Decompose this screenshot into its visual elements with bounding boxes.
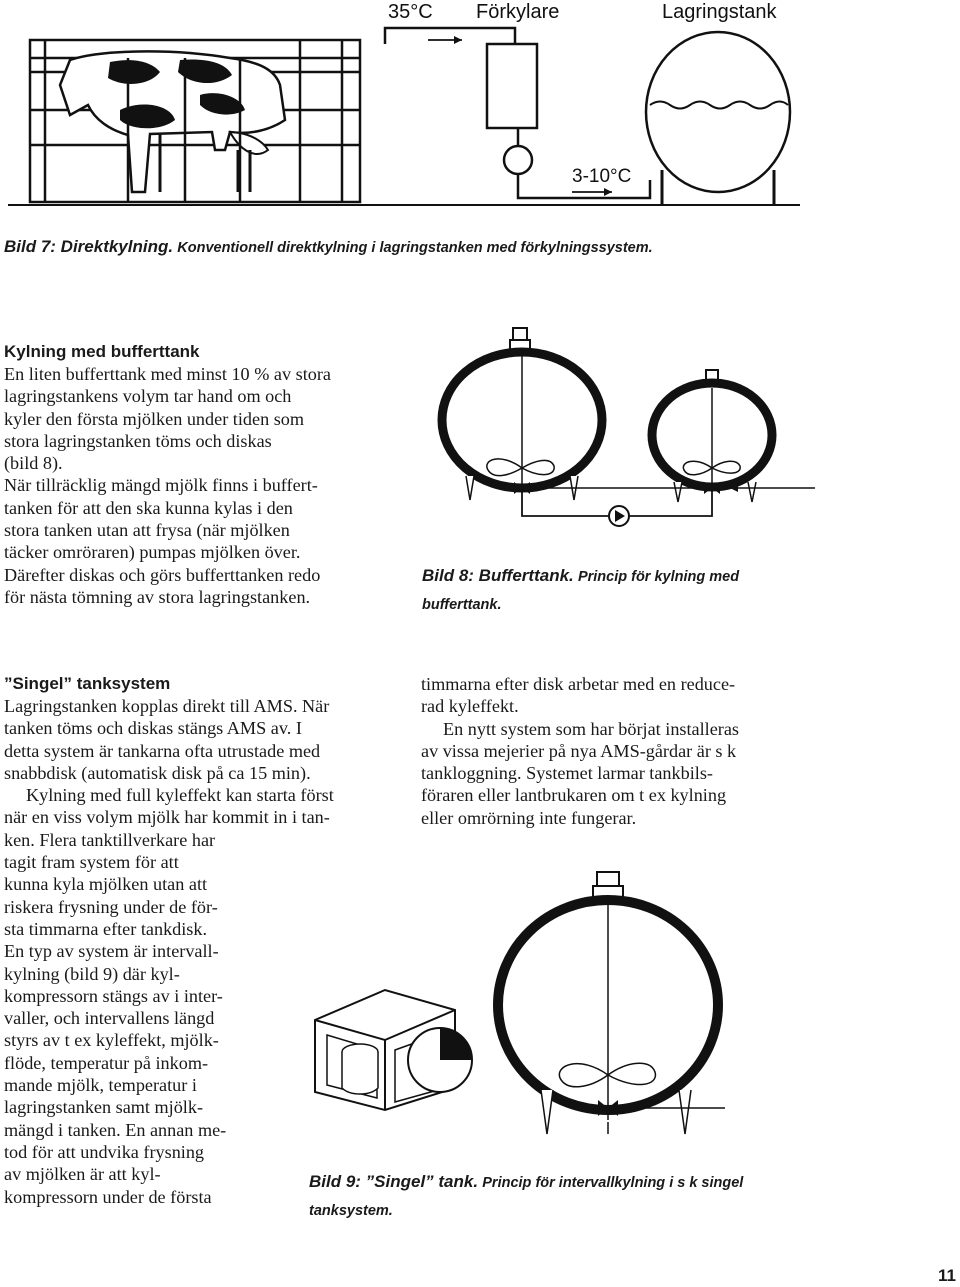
single-paragraph-2 bbox=[4, 784, 334, 1208]
text-line: styrs av t ex kyleffekt, mjölk- bbox=[4, 1030, 219, 1051]
text-line: valler, och intervallens längd bbox=[4, 1008, 215, 1029]
pump bbox=[504, 146, 532, 174]
right-paragraph-2 bbox=[421, 718, 739, 829]
figure8-caption-text-2: bufferttank. bbox=[422, 597, 502, 613]
text-line: timmarna efter disk arbetar med en reduce- bbox=[421, 674, 736, 694]
text-line: tanken för att den ska kunna kylas i den bbox=[4, 497, 293, 518]
section-heading-single: ”Singel” tanksystem bbox=[4, 674, 171, 693]
text-line: täcker omröraren) pumpas mjölken över. bbox=[4, 542, 301, 563]
text-line: detta system är tankarna ofta utrustade med bbox=[4, 740, 321, 761]
text-line: kunna kyla mjölken utan att bbox=[4, 874, 208, 895]
text-line: av vissa mejerier på nya AMS-gårdar är s k bbox=[421, 740, 737, 761]
text-line: för nästa tömning av stora lagringstanken. bbox=[4, 586, 311, 607]
text-line: En nytt system som har börjat installeras bbox=[443, 718, 739, 739]
text-line: Därefter diskas och görs bufferttanken redo bbox=[4, 564, 321, 585]
text-line: tanken töms och diskas stängs AMS av. I bbox=[4, 718, 302, 739]
text-line: När tillräcklig mängd mjölk finns i buffert- bbox=[4, 475, 318, 496]
text-line: rad kyleffekt. bbox=[421, 696, 519, 717]
text-line: En liten bufferttank med minst 10 % av stora bbox=[4, 364, 331, 384]
buffer-tank-illustration bbox=[652, 370, 772, 502]
interval-timer-icon bbox=[408, 1028, 472, 1092]
text-line: snabbdisk (automatisk disk på ca 15 min). bbox=[4, 762, 311, 783]
text-line: riskera frysning under de för- bbox=[4, 896, 218, 917]
buffer-paragraph bbox=[4, 363, 331, 608]
text-line: mängd i tanken. En annan me- bbox=[4, 1119, 227, 1140]
precooler-unit bbox=[487, 44, 537, 128]
text-line: sta timmarna efter tankdisk. bbox=[4, 918, 208, 939]
text-line: kompressorn under de första bbox=[4, 1186, 212, 1207]
text-line: föraren eller lantbrukaren om t ex kylning bbox=[421, 785, 727, 806]
figure-direct-cooling bbox=[0, 0, 820, 215]
storage-tank-illustration bbox=[646, 32, 790, 204]
right-paragraph-1 bbox=[421, 673, 739, 718]
single-paragraphs bbox=[4, 695, 334, 1208]
text-line: tagit fram system för att bbox=[4, 852, 179, 873]
figure9-caption-lead: Bild 9: ”Singel” tank. bbox=[309, 1172, 479, 1191]
text-line: tankloggning. Systemet larmar tankbils- bbox=[421, 763, 713, 784]
section-heading-buffer: Kylning med bufferttank bbox=[4, 342, 200, 361]
label-precooler: Förkylare bbox=[476, 1, 560, 23]
text-line: En typ av system är intervall- bbox=[4, 941, 219, 962]
text-line: stora tanken utan att frysa (när mjölken bbox=[4, 520, 290, 541]
text-line: ken. Flera tanktillverkare har bbox=[4, 829, 216, 850]
label-temp-in: 35°C bbox=[388, 1, 433, 23]
figure8-caption-lead: Bild 8: Bufferttank. bbox=[422, 566, 574, 585]
figure9-caption bbox=[309, 1168, 743, 1225]
figure-single-tank bbox=[305, 860, 765, 1150]
single-paragraph-1 bbox=[4, 695, 334, 784]
text-line: Lagringstanken kopplas direkt till AMS. När bbox=[4, 696, 330, 716]
text-line: lagringstanken samt mjölk- bbox=[4, 1097, 204, 1118]
text-line: när en viss volym mjölk har kommit in i tan- bbox=[4, 807, 330, 828]
label-storage-tank: Lagringstank bbox=[662, 1, 777, 23]
text-line: Kylning med full kyleffekt kan starta först bbox=[26, 785, 334, 806]
single-tank-illustration bbox=[498, 872, 725, 1134]
cow-illustration bbox=[60, 51, 285, 192]
right-column-paragraphs bbox=[421, 673, 739, 829]
figure9-caption-text-2: tanksystem. bbox=[309, 1203, 393, 1219]
figure8-caption bbox=[422, 562, 739, 619]
text-line: mande mjölk, temperatur i bbox=[4, 1075, 197, 1096]
figure7-caption-lead: Bild 7: Direktkylning. bbox=[4, 237, 174, 256]
text-line: kylning (bild 9) där kyl- bbox=[4, 963, 180, 984]
text-line: stora lagringstanken töms och diskas bbox=[4, 430, 272, 451]
figure8-caption-text: Princip för kylning med bbox=[577, 569, 740, 585]
label-temp-out: 3-10°C bbox=[572, 166, 632, 187]
page-number: 11 bbox=[938, 1266, 956, 1285]
text-line: kyler den första mjölken under tiden som bbox=[4, 408, 305, 429]
text-line: tod för att undvika frysning bbox=[4, 1141, 205, 1162]
text-line: av mjölken är att kyl- bbox=[4, 1164, 161, 1185]
text-line: kompressorn stängs av i inter- bbox=[4, 985, 223, 1006]
text-line: (bild 8). bbox=[4, 453, 63, 474]
figure-buffer-tank bbox=[430, 320, 820, 540]
figure7-caption-text: Konventionell direktkylning i lagringstanken med förkylningssystem. bbox=[177, 240, 653, 256]
text-line: eller omrörning inte fungerar. bbox=[421, 807, 637, 828]
large-tank-illustration bbox=[442, 328, 602, 500]
figure7-caption bbox=[4, 233, 653, 262]
text-line: flöde, temperatur på inkom- bbox=[4, 1052, 209, 1073]
text-line: lagringstankens volym tar hand om och bbox=[4, 386, 292, 407]
figure9-caption-text: Princip för intervallkylning i s k singel bbox=[482, 1175, 744, 1191]
